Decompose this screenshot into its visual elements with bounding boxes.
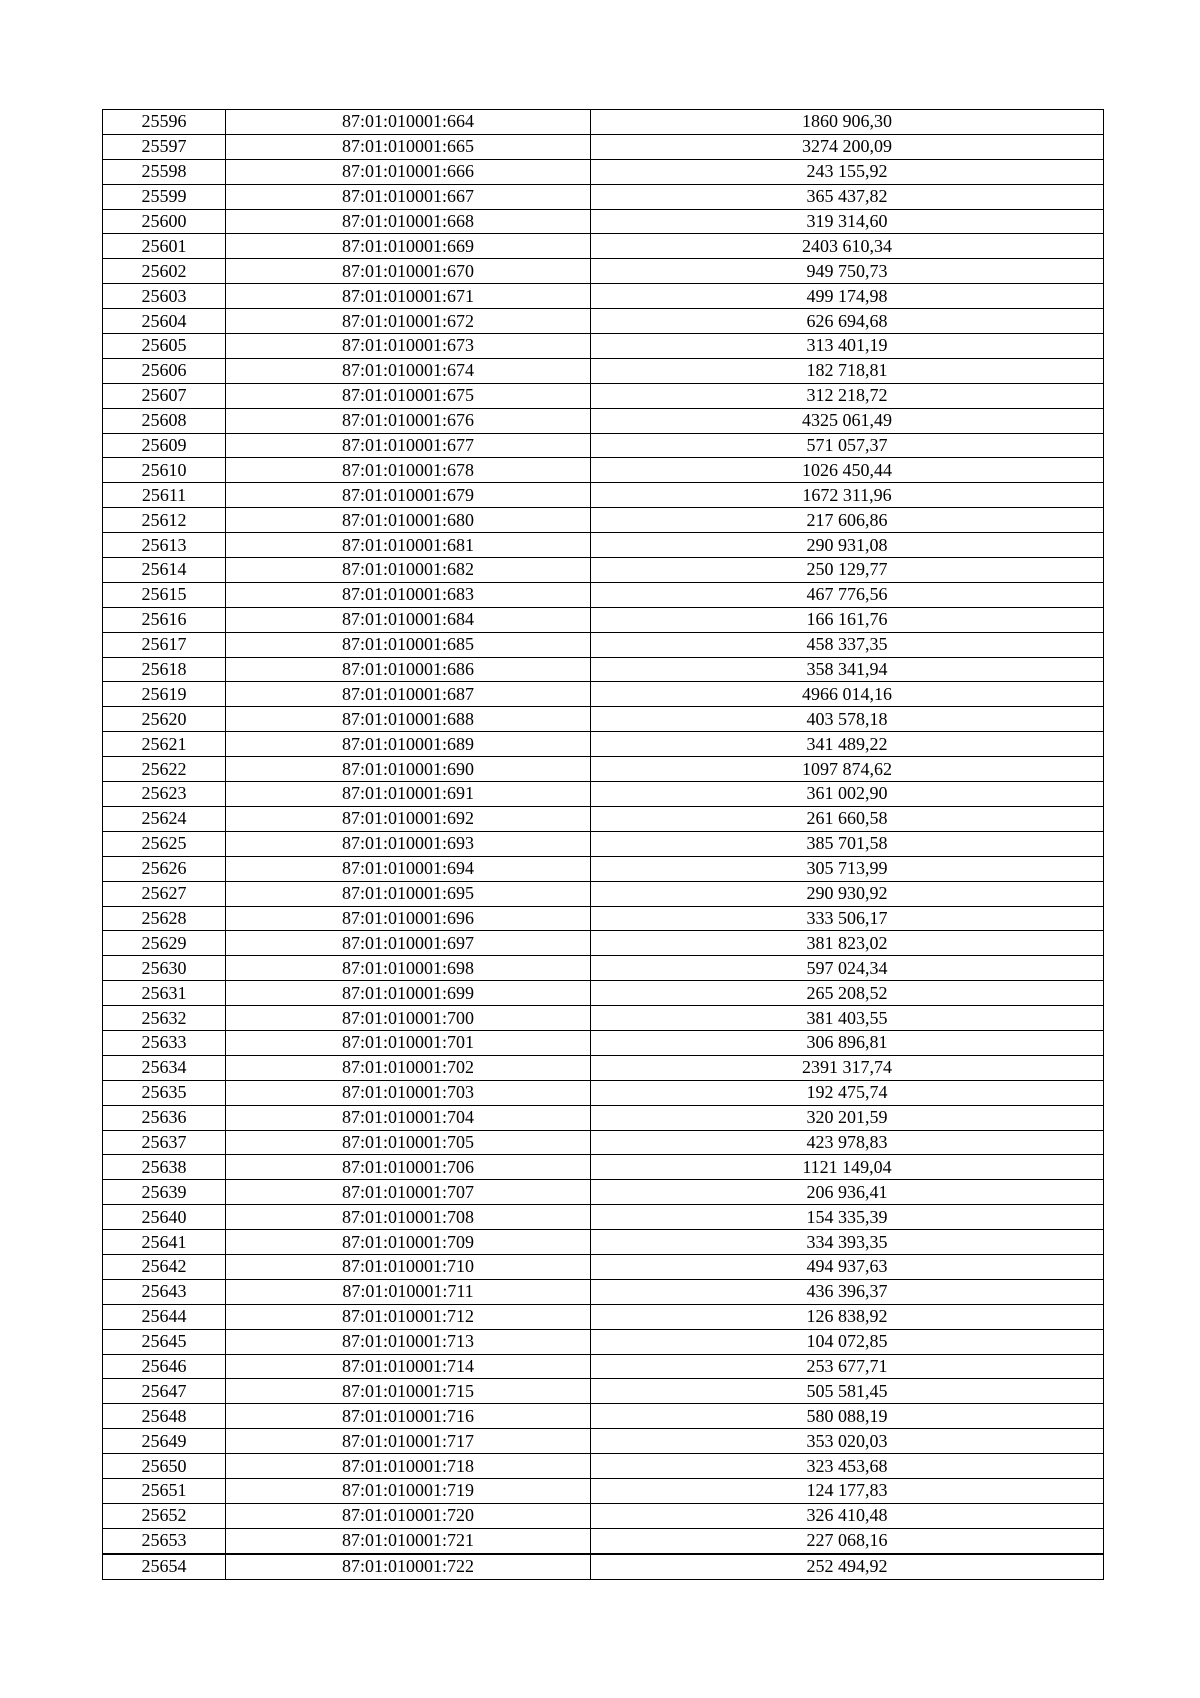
row-number-cell: 25631 [103,981,226,1006]
cadastral-number-cell: 87:01:010001:684 [226,607,591,632]
cadastral-value-cell: 312 218,72 [591,383,1104,408]
cadastral-number-cell: 87:01:010001:691 [226,782,591,807]
row-number-cell: 25637 [103,1130,226,1155]
cadastral-value-cell: 381 823,02 [591,931,1104,956]
cadastral-value-cell: 320 201,59 [591,1105,1104,1130]
cadastral-value-cell: 313 401,19 [591,334,1104,359]
table-row [103,284,1104,309]
table-row [103,1230,1104,1255]
cadastral-number-cell: 87:01:010001:713 [226,1329,591,1354]
cadastral-value-cell: 1097 874,62 [591,757,1104,782]
cadastral-number-cell: 87:01:010001:673 [226,334,591,359]
cadastral-number-cell: 87:01:010001:669 [226,234,591,259]
cadastral-value-cell: 597 024,34 [591,956,1104,981]
row-number-cell: 25606 [103,358,226,383]
cadastral-number-cell: 87:01:010001:681 [226,533,591,558]
cadastral-number-cell: 87:01:010001:676 [226,408,591,433]
cadastral-value-cell: 626 694,68 [591,309,1104,334]
cadastral-number-cell: 87:01:010001:696 [226,906,591,931]
table-row [103,1254,1104,1279]
row-number-cell: 25630 [103,956,226,981]
row-number-cell: 25614 [103,558,226,583]
cadastral-number-cell: 87:01:010001:699 [226,981,591,1006]
row-number-cell: 25611 [103,483,226,508]
table-row [103,1030,1104,1055]
cadastral-value-cell: 319 314,60 [591,209,1104,234]
cadastral-value-cell: 949 750,73 [591,259,1104,284]
cadastral-value-cell: 505 581,45 [591,1379,1104,1404]
table-row [103,981,1104,1006]
cadastral-number-cell: 87:01:010001:700 [226,1006,591,1031]
table-row [103,1454,1104,1479]
cadastral-number-cell: 87:01:010001:675 [226,383,591,408]
row-number-cell: 25618 [103,657,226,682]
row-number-cell: 25617 [103,632,226,657]
table-row [103,782,1104,807]
table-row [103,956,1104,981]
row-number-cell: 25603 [103,284,226,309]
table-row [103,483,1104,508]
table-row [103,1155,1104,1180]
cadastral-number-cell: 87:01:010001:664 [226,110,591,135]
cadastral-number-cell: 87:01:010001:716 [226,1404,591,1429]
cadastral-value-cell: 4966 014,16 [591,682,1104,707]
table-row [103,732,1104,757]
table-row [103,831,1104,856]
row-number-cell: 25639 [103,1180,226,1205]
row-number-cell: 25642 [103,1254,226,1279]
table-row [103,707,1104,732]
table-row [103,533,1104,558]
table-row [103,1105,1104,1130]
row-number-cell: 25621 [103,732,226,757]
cadastral-number-cell: 87:01:010001:711 [226,1279,591,1304]
cadastral-number-cell: 87:01:010001:685 [226,632,591,657]
row-number-cell: 25638 [103,1155,226,1180]
table-row [103,134,1104,159]
cadastral-number-cell: 87:01:010001:701 [226,1030,591,1055]
row-number-cell: 25635 [103,1080,226,1105]
row-number-cell: 25604 [103,309,226,334]
table-row [103,184,1104,209]
cadastral-number-cell: 87:01:010001:718 [226,1454,591,1479]
table-row [103,309,1104,334]
cadastral-value-cell: 206 936,41 [591,1180,1104,1205]
cadastral-value-cell: 306 896,81 [591,1030,1104,1055]
row-number-cell: 25619 [103,682,226,707]
cadastral-value-cell: 365 437,82 [591,184,1104,209]
table-row [103,1130,1104,1155]
row-number-cell: 25613 [103,533,226,558]
cadastral-value-cell: 290 931,08 [591,533,1104,558]
cadastral-value-cell: 1121 149,04 [591,1155,1104,1180]
cadastral-value-cell: 305 713,99 [591,856,1104,881]
row-number-cell: 25600 [103,209,226,234]
row-number-cell: 25651 [103,1478,226,1503]
table-row [103,1205,1104,1230]
cadastral-number-cell: 87:01:010001:697 [226,931,591,956]
cadastral-value-cell: 4325 061,49 [591,408,1104,433]
cadastral-number-cell: 87:01:010001:712 [226,1304,591,1329]
cadastral-number-cell: 87:01:010001:721 [226,1528,591,1553]
cadastral-number-cell: 87:01:010001:682 [226,558,591,583]
cadastral-value-cell: 458 337,35 [591,632,1104,657]
row-number-cell: 25628 [103,906,226,931]
table-row [103,458,1104,483]
cadastral-number-cell: 87:01:010001:680 [226,508,591,533]
cadastral-number-cell: 87:01:010001:703 [226,1080,591,1105]
cadastral-number-cell: 87:01:010001:679 [226,483,591,508]
table-row [103,383,1104,408]
table-row [103,508,1104,533]
cadastral-value-cell: 250 129,77 [591,558,1104,583]
table-row [103,906,1104,931]
cadastral-value-cell: 353 020,03 [591,1429,1104,1454]
cadastral-value-cell: 499 174,98 [591,284,1104,309]
cadastral-number-cell: 87:01:010001:665 [226,134,591,159]
table-row [103,358,1104,383]
table-row [103,334,1104,359]
cadastral-value-cell: 361 002,90 [591,782,1104,807]
row-number-cell: 25650 [103,1454,226,1479]
cadastral-number-cell: 87:01:010001:687 [226,682,591,707]
row-number-cell: 25597 [103,134,226,159]
cadastral-value-cell: 2403 610,34 [591,234,1104,259]
cadastral-value-cell: 334 393,35 [591,1230,1104,1255]
table-row [103,1554,1104,1579]
cadastral-value-cell: 217 606,86 [591,508,1104,533]
cadastral-number-cell: 87:01:010001:694 [226,856,591,881]
cadastral-number-cell: 87:01:010001:702 [226,1055,591,1080]
table-row [103,1180,1104,1205]
table-row [103,234,1104,259]
cadastral-number-cell: 87:01:010001:717 [226,1429,591,1454]
cadastral-number-cell: 87:01:010001:719 [226,1478,591,1503]
row-number-cell: 25601 [103,234,226,259]
table-row [103,110,1104,135]
table-row [103,757,1104,782]
cadastral-value-cell: 381 403,55 [591,1006,1104,1031]
row-number-cell: 25641 [103,1230,226,1255]
table-row [103,1379,1104,1404]
table-row [103,1279,1104,1304]
row-number-cell: 25627 [103,881,226,906]
row-number-cell: 25609 [103,433,226,458]
cadastral-value-cell: 227 068,16 [591,1528,1104,1553]
table-row [103,1429,1104,1454]
table-row [103,1329,1104,1354]
cadastral-number-cell: 87:01:010001:692 [226,806,591,831]
row-number-cell: 25652 [103,1503,226,1528]
cadastral-number-cell: 87:01:010001:709 [226,1230,591,1255]
table-row [103,259,1104,284]
cadastral-number-cell: 87:01:010001:666 [226,159,591,184]
table-row [103,931,1104,956]
cadastral-value-cell: 341 489,22 [591,732,1104,757]
table-row [103,607,1104,632]
cadastral-value-cell: 265 208,52 [591,981,1104,1006]
cadastral-value-cell: 2391 317,74 [591,1055,1104,1080]
cadastral-number-cell: 87:01:010001:705 [226,1130,591,1155]
table-row [103,806,1104,831]
cadastral-value-cell: 104 072,85 [591,1329,1104,1354]
cadastral-value-cell: 261 660,58 [591,806,1104,831]
cadastral-number-cell: 87:01:010001:707 [226,1180,591,1205]
cadastral-value-cell: 358 341,94 [591,657,1104,682]
row-number-cell: 25598 [103,159,226,184]
cadastral-number-cell: 87:01:010001:678 [226,458,591,483]
cadastral-number-cell: 87:01:010001:686 [226,657,591,682]
cadastral-value-cell: 323 453,68 [591,1454,1104,1479]
table-row [103,1404,1104,1429]
table-row [103,209,1104,234]
cadastral-value-cell: 1672 311,96 [591,483,1104,508]
table-row [103,433,1104,458]
row-number-cell: 25605 [103,334,226,359]
cadastral-number-cell: 87:01:010001:714 [226,1354,591,1379]
cadastral-value-cell: 166 161,76 [591,607,1104,632]
cadastral-number-cell: 87:01:010001:706 [226,1155,591,1180]
row-number-cell: 25596 [103,110,226,135]
row-number-cell: 25648 [103,1404,226,1429]
row-number-cell: 25625 [103,831,226,856]
table-row [103,558,1104,583]
cadastral-value-cell: 253 677,71 [591,1354,1104,1379]
cadastral-number-cell: 87:01:010001:698 [226,956,591,981]
cadastral-value-cell: 243 155,92 [591,159,1104,184]
cadastral-number-cell: 87:01:010001:690 [226,757,591,782]
cadastral-number-cell: 87:01:010001:708 [226,1205,591,1230]
row-number-cell: 25610 [103,458,226,483]
cadastral-value-cell: 423 978,83 [591,1130,1104,1155]
row-number-cell: 25647 [103,1379,226,1404]
cadastral-value-cell: 126 838,92 [591,1304,1104,1329]
row-number-cell: 25629 [103,931,226,956]
row-number-cell: 25654 [103,1554,226,1579]
row-number-cell: 25632 [103,1006,226,1031]
cadastral-value-cell: 385 701,58 [591,831,1104,856]
row-number-cell: 25653 [103,1528,226,1553]
cadastral-value-cell: 494 937,63 [591,1254,1104,1279]
row-number-cell: 25624 [103,806,226,831]
table-row [103,632,1104,657]
table-row [103,657,1104,682]
row-number-cell: 25640 [103,1205,226,1230]
row-number-cell: 25602 [103,259,226,284]
row-number-cell: 25616 [103,607,226,632]
cadastral-number-cell: 87:01:010001:695 [226,881,591,906]
row-number-cell: 25643 [103,1279,226,1304]
cadastral-number-cell: 87:01:010001:722 [226,1554,591,1579]
cadastral-number-cell: 87:01:010001:689 [226,732,591,757]
row-number-cell: 25599 [103,184,226,209]
table-row [103,1478,1104,1503]
row-number-cell: 25633 [103,1030,226,1055]
cadastral-number-cell: 87:01:010001:704 [226,1105,591,1130]
cadastral-value-cell: 436 396,37 [591,1279,1104,1304]
cadastral-number-cell: 87:01:010001:667 [226,184,591,209]
cadastral-value-cell: 571 057,37 [591,433,1104,458]
cadastral-value-cell: 1026 450,44 [591,458,1104,483]
row-number-cell: 25634 [103,1055,226,1080]
table-row [103,856,1104,881]
row-number-cell: 25620 [103,707,226,732]
row-number-cell: 25649 [103,1429,226,1454]
cadastral-value-cell: 1860 906,30 [591,110,1104,135]
table-row [103,159,1104,184]
table-row [103,1006,1104,1031]
cadastral-value-cell: 182 718,81 [591,358,1104,383]
cadastral-value-cell: 403 578,18 [591,707,1104,732]
cadastral-number-cell: 87:01:010001:672 [226,309,591,334]
cadastral-number-cell: 87:01:010001:670 [226,259,591,284]
row-number-cell: 25646 [103,1354,226,1379]
cadastral-value-cell: 326 410,48 [591,1503,1104,1528]
table-row [103,1354,1104,1379]
cadastral-number-cell: 87:01:010001:688 [226,707,591,732]
cadastral-value-cell: 467 776,56 [591,582,1104,607]
cadastral-value-cell: 192 475,74 [591,1080,1104,1105]
row-number-cell: 25607 [103,383,226,408]
table-row [103,1080,1104,1105]
table-row [103,1503,1104,1528]
cadastral-value-cell: 333 506,17 [591,906,1104,931]
cadastral-number-cell: 87:01:010001:720 [226,1503,591,1528]
cadastral-number-cell: 87:01:010001:693 [226,831,591,856]
cadastral-number-cell: 87:01:010001:683 [226,582,591,607]
cadastral-value-cell: 580 088,19 [591,1404,1104,1429]
cadastral-value-cell: 3274 200,09 [591,134,1104,159]
row-number-cell: 25626 [103,856,226,881]
cadastral-value-cell: 252 494,92 [591,1554,1104,1579]
row-number-cell: 25612 [103,508,226,533]
table-row [103,582,1104,607]
row-number-cell: 25615 [103,582,226,607]
cadastral-number-cell: 87:01:010001:668 [226,209,591,234]
table-row [103,1528,1104,1553]
table-row [103,881,1104,906]
row-number-cell: 25622 [103,757,226,782]
cadastral-value-table [102,109,1104,1580]
row-number-cell: 25608 [103,408,226,433]
table-row [103,1304,1104,1329]
cadastral-number-cell: 87:01:010001:715 [226,1379,591,1404]
cadastral-number-cell: 87:01:010001:710 [226,1254,591,1279]
cadastral-number-cell: 87:01:010001:677 [226,433,591,458]
table-row [103,408,1104,433]
cadastral-value-cell: 290 930,92 [591,881,1104,906]
table-body [103,110,1104,1580]
row-number-cell: 25644 [103,1304,226,1329]
row-number-cell: 25623 [103,782,226,807]
row-number-cell: 25636 [103,1105,226,1130]
cadastral-number-cell: 87:01:010001:674 [226,358,591,383]
cadastral-number-cell: 87:01:010001:671 [226,284,591,309]
row-number-cell: 25645 [103,1329,226,1354]
table-row [103,1055,1104,1080]
cadastral-value-cell: 124 177,83 [591,1478,1104,1503]
cadastral-value-cell: 154 335,39 [591,1205,1104,1230]
table-row [103,682,1104,707]
